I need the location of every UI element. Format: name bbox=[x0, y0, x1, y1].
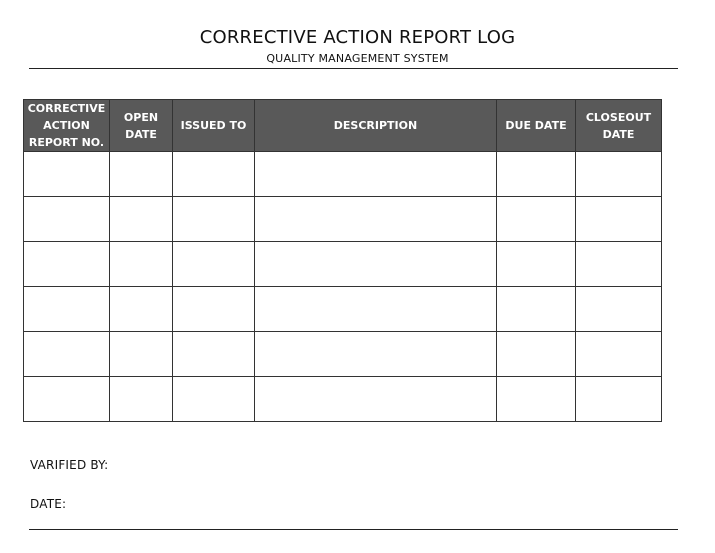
table-row bbox=[24, 377, 662, 422]
closeout-date-cell[interactable] bbox=[576, 242, 662, 287]
description-cell[interactable] bbox=[255, 377, 497, 422]
closeout-date-cell[interactable] bbox=[576, 197, 662, 242]
column-header-closeout-date: CLOSEOUT DATE bbox=[576, 100, 662, 152]
issued-to-cell[interactable] bbox=[173, 197, 255, 242]
description-cell[interactable] bbox=[255, 332, 497, 377]
closeout-date-cell[interactable] bbox=[576, 377, 662, 422]
description-cell[interactable] bbox=[255, 197, 497, 242]
table-row bbox=[24, 242, 662, 287]
table-row bbox=[24, 287, 662, 332]
table-row bbox=[24, 332, 662, 377]
issued-to-cell[interactable] bbox=[173, 152, 255, 197]
document-title: CORRECTIVE ACTION REPORT LOG bbox=[199, 27, 516, 48]
due-date-cell[interactable] bbox=[497, 242, 576, 287]
due-date-cell[interactable] bbox=[497, 197, 576, 242]
report-no-cell[interactable] bbox=[24, 377, 110, 422]
date-label: DATE: bbox=[30, 497, 67, 511]
table-body bbox=[24, 152, 662, 422]
closeout-date-cell[interactable] bbox=[576, 152, 662, 197]
column-header-open-date: OPEN DATE bbox=[110, 100, 173, 152]
closeout-date-cell[interactable] bbox=[576, 287, 662, 332]
issued-to-cell[interactable] bbox=[173, 377, 255, 422]
open-date-cell[interactable] bbox=[110, 197, 173, 242]
issued-to-cell[interactable] bbox=[173, 242, 255, 287]
table-header-row bbox=[24, 100, 662, 152]
description-cell[interactable] bbox=[255, 152, 497, 197]
open-date-cell[interactable] bbox=[110, 242, 173, 287]
table-row bbox=[24, 197, 662, 242]
column-header-issued-to: ISSUED TO bbox=[173, 100, 255, 152]
open-date-cell[interactable] bbox=[110, 377, 173, 422]
issued-to-cell[interactable] bbox=[173, 332, 255, 377]
report-no-cell[interactable] bbox=[24, 332, 110, 377]
open-date-cell[interactable] bbox=[110, 332, 173, 377]
column-header-due-date: DUE DATE bbox=[497, 100, 576, 152]
column-header-description: DESCRIPTION bbox=[255, 100, 497, 152]
verified-by-label: VARIFIED BY: bbox=[30, 458, 109, 472]
closeout-date-cell[interactable] bbox=[576, 332, 662, 377]
document-subtitle: QUALITY MANAGEMENT SYSTEM bbox=[266, 52, 449, 65]
report-no-cell[interactable] bbox=[24, 287, 110, 332]
open-date-cell[interactable] bbox=[110, 287, 173, 332]
due-date-cell[interactable] bbox=[497, 332, 576, 377]
report-log-table bbox=[23, 99, 662, 422]
description-cell[interactable] bbox=[255, 287, 497, 332]
open-date-cell[interactable] bbox=[110, 152, 173, 197]
due-date-cell[interactable] bbox=[497, 377, 576, 422]
due-date-cell[interactable] bbox=[497, 152, 576, 197]
column-header-report-no: CORRECTIVE ACTION REPORT NO. bbox=[24, 100, 110, 152]
report-no-cell[interactable] bbox=[24, 197, 110, 242]
header-divider bbox=[29, 68, 678, 69]
signature-line bbox=[29, 529, 678, 530]
description-cell[interactable] bbox=[255, 242, 497, 287]
due-date-cell[interactable] bbox=[497, 287, 576, 332]
issued-to-cell[interactable] bbox=[173, 287, 255, 332]
table-row bbox=[24, 152, 662, 197]
report-no-cell[interactable] bbox=[24, 242, 110, 287]
report-no-cell[interactable] bbox=[24, 152, 110, 197]
